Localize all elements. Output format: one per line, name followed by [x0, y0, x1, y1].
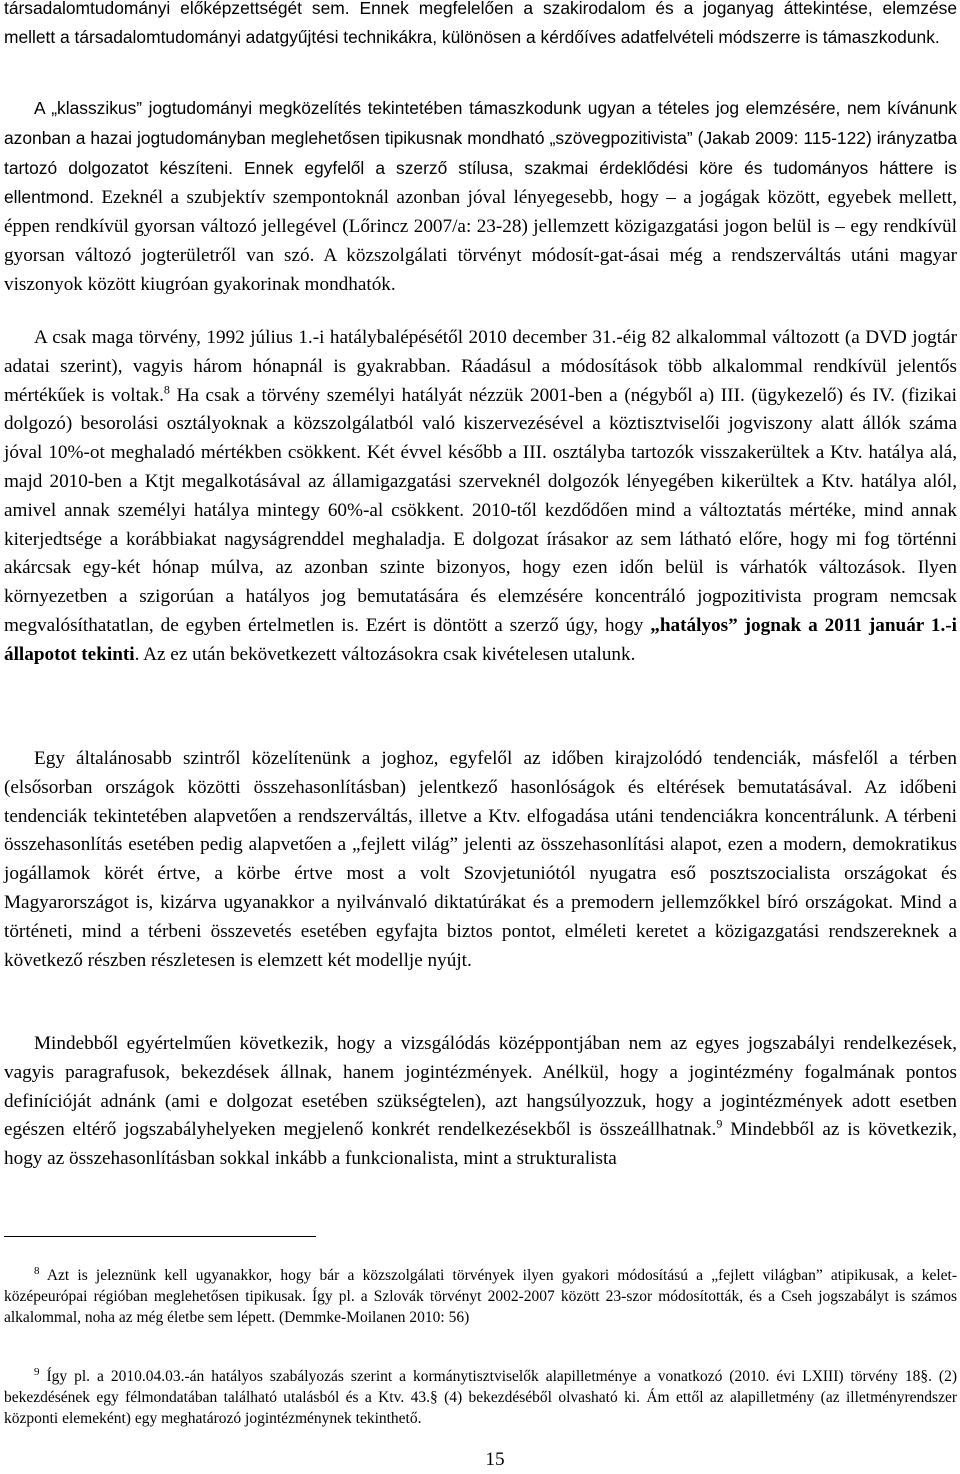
footnote-reference-9: 9 [716, 1117, 723, 1131]
page-number: 15 [485, 1449, 505, 1470]
footnote-9-number: 9 [34, 1365, 40, 1378]
footnote-separator-rule [4, 1236, 316, 1237]
paragraph-classical-approach-sans-part: A „klasszikus” jogtudományi megközelítés tekintetében támaszkodunk ugyan a tételes jog elemzésére, nem kívánunk azonban a hazai jogtudományban meglehetősen tipikusnak mondható „szövegpozitivista” (Jakab 2009: 115-122) irányzatba tartozó dolgozatot készíteni. Ennek egyfelől a szerző stílusa, szakmai érdeklődési köre és tudományos háttere is ellentmond. [4, 98, 957, 208]
footnote-8: $^8$ Azt is jeleznünk kell ugyanakkor, hogy bár a közszolgálati törvények ilyen gyakori módosítású a „fejlett világban” atipikusak, a kelet-középeurópai régióban meglehetősen tipikusak. Így pl. a Szlovák törvényt 2002-2007 között 23-szor módosították, és a Cseh jogszabályt is számos alkalommal, noha az még életbe sem lépett. (Demmke-Moilanen 2010: 56) [4, 1264, 957, 1326]
emphasized-effective-law: „hatályos” jognak a 2011 január 1.-i állapotot tekinti [4, 614, 958, 665]
footnote-8-number: 8 [34, 1264, 40, 1277]
paragraph-general-approach: Egy általánosabb szintről közelítenünk a joghoz, egyfelől az időben kirajzolódó tendenciák, másfelől a térben (elsősorban országok közötti összehasonlításban) jelentkező hasonlóságok és eltérések bemutatásával. Az időbeni tendenciák tekintetében alapvetően a rendszerváltás, illetve a Ktv. elfogadása utáni tendenciákra koncentrálunk. A térbeni összehasonlítás esetében pedig alapvetően a „fejlett világ” jelenti az összehasonlítási alapot, ezen a modern, demokratikus jogállamok körét értve, a körbe értve most a volt Szovjetuniótól nyugatra eső posztszocialista országokat és Magyarországot is, kizárva ugyanakkor a nyilvánvaló diktatúrákat és a premodern jellemzőkkel bíró országokat. Mind a történeti, mind a térbeni összevetés esetében egyfajta biztos pontot, elméleti keretet a közigazgatási rendszereknek a következő részben részletesen is elemzett két modellje nyújt. [4, 748, 957, 971]
paragraph-law-amendments: A csak maga törvény, 1992 július 1.-i hatálybalépésétől 2010 december 31.-éig 82 alkalommal változott (a DVD jogtár adatai szerint), vagyis három hónapnál is gyakrabban. Ráadásul a módosítások több alkalommal rendkívül jelentős mértékűek is voltak.$^8$ Ha csak a törvény személyi hatályát nézzük 2001-ben a (négyből a) III. (ügykezelő) és IV. (fizikai dolgozó) besorolási osztályoknak a közszolgálatból való kiszervezésével a köztisztviselői jogviszony alatt állók száma jóval 10%-ot meghaladó mértékben csökkent. Két évvel később a III. osztályba tartozók visszakerültek a Ktv. hatálya alá, majd 2010-ben a Ktjt megalkotásával az államigazgatási szerveknél dolgozók lényegében kikerültek a Ktv. hatálya alól, amivel annak személyi hatálya mintegy 60%-al csökkent. 2010-től kezdődően mind a változtatás mértéke, mind annak kiterjedtsége a korábbiakat nagyságrenddel meghaladja. E dolgozat írásakor az sem látható előre, hogy mi fog történni akárcsak egy-két hónap múlva, az azonban szinte bizonyos, hogy ezen időn belül is várhatók változások. Ilyen környezetben a szigorúan a hatályos jog bemutatására és elemzésére koncentráló jogpozitivista program nemcsak megvalósíthatatlan, de egyben értelmetlen is. Ezért is döntött a szerző úgy, hogy „hatályos” jognak a 2011 január 1.-i állapotot tekinti. Az ez után bekövetkezett változásokra csak kivételesen utalunk. [4, 327, 958, 665]
paragraph-classical-approach [4, 94, 957, 300]
paragraph-classical-approach-serif-part: Ezeknél a szubjektív szempontoknál azonban jóval lényegesebb, hogy – a jogágak között, egyebek mellett, éppen rendkívül gyorsan változó jellegével (Lőrincz 2007/a: 23-28) jellemzett közigazgatási jogon belül is – egy rendkívül gyorsan változó jogterületről van szó. A közszolgálati törvényt módosít-gat-ásai még a rendszerváltás utáni magyar viszonyok között kiugróan gyakorinak mondhatók. [4, 187, 957, 295]
paragraph-intro-continuation: társadalomtudományi előképzettségét sem. Ennek megfelelően a szakirodalom és a joganyag áttekintése, elemzése mellett a társadalomtudományi adatgyűjtési technikákra, különösen a kérdőíves adatfelvételi módszerre is támaszkodunk. [4, 0, 957, 47]
footnote-reference-8: 8 [163, 382, 170, 397]
paragraph-legal-institutions: Mindebből egyértelműen következik, hogy a vizsgálódás középpontjában nem az egyes jogszabályi rendelkezések, vagyis paragrafusok, bekezdések állnak, hanem jogintézmények. Anélkül, hogy a jogintézmény fogalmának pontos definícióját adnánk (ami e dolgozat esetében szükségtelen), azt hangsúlyozzuk, hogy a jogintézmények adott esetben egészen eltérő jogszabályhelyeken megjelenő konkrét rendelkezésekből is összeállhatnak.$^9$ Mindebből az is következik, hogy az összehasonlításban sokkal inkább a funkcionalista, mint a strukturalista [4, 1033, 957, 1170]
footnote-9: $^9$ Így pl. a 2010.04.03.-án hatályos szabályozás szerint a kormánytisztviselők alapilletménye a vonatkozó (2010. évi LXIII) törvény 18§. (2) bekezdésének egy félmondatában található utalásból és a Ktv. 43.§ (4) bekezdéséből olvasható ki. Ám ettől az alapilletmény (az illetményrendszer központi elemeként) egy meghatározó jogintézménynek tekinthető. [4, 1365, 957, 1427]
